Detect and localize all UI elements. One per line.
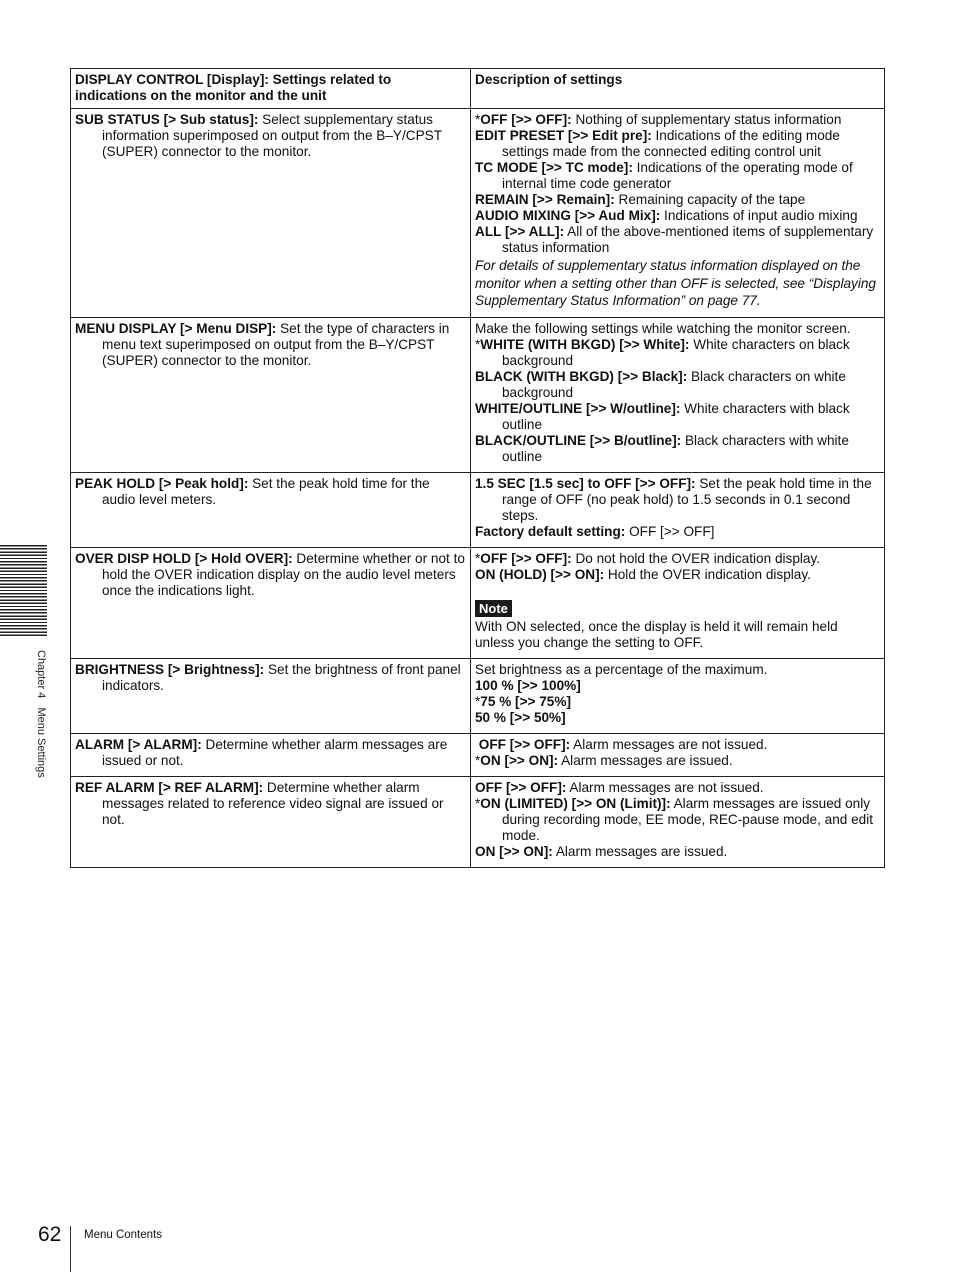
table-row [71,776,885,867]
table-row [71,317,885,472]
page-number: 62 [38,1223,62,1246]
note-badge: Note [475,600,512,617]
option-line: TC MODE [>> TC mode]: Indications of the operating mode of internal time code generator [475,160,853,191]
item-description: ALARM [> ALARM]: Determine whether alarm messages are issued or not. [75,736,448,768]
header-display-control: DISPLAY CONTROL [Display]: Settings related to indications on the monitor and the unit [71,69,471,109]
item-cell [71,547,471,658]
option-line: 1.5 SEC [1.5 sec] to OFF [>> OFF]: Set the peak hold time in the range of OFF (no peak hold) to 1.5 seconds in 0.1 second steps. [475,475,872,523]
item-cell [71,733,471,776]
item-cell [71,776,471,867]
header-description: Description of settings [471,69,885,109]
option-line: *ON (LIMITED) [>> ON (Limit)]: Alarm messages are issued only during recording mode, EE mode, REC-pause mode, and edit mode. [475,795,874,843]
description-cell [471,317,885,472]
footer-divider [70,1226,71,1272]
settings-table [70,68,885,868]
option-line: 50 % [>> 50%] [475,709,566,725]
option-line: *75 % [>> 75%] [475,693,571,709]
description-cell [471,472,885,547]
table-row [71,472,885,547]
footer-section-title: Menu Contents [84,1229,162,1241]
option-line: WHITE/OUTLINE [>> W/outline]: White characters with black outline [475,400,850,432]
option-line: ALL [>> ALL]: All of the above-mentioned items of supplementary status information [475,224,874,255]
description-cell [471,547,885,658]
description-cell [471,776,885,867]
option-line: ON (HOLD) [>> ON]: Hold the OVER indication display. [475,566,811,582]
option-line: *OFF [>> OFF]: Do not hold the OVER indication display. [475,550,821,566]
item-cell [71,472,471,547]
description-cell [471,109,885,318]
intro-text: Make the following settings while watching the monitor screen. [475,320,851,336]
option-line: AUDIO MIXING [>> Aud Mix]: Indications of input audio mixing [475,208,858,223]
option-line: *OFF [>> OFF]: Nothing of supplementary status information [475,112,842,127]
item-description: MENU DISPLAY [> Menu DISP]: Set the type of characters in menu text superimposed on output from the B–Y/CPST (SUPER) connector to the monitor. [75,320,450,368]
item-description: REF ALARM [> REF ALARM]: Determine whether alarm messages related to reference video signal are issued or not. [75,779,444,827]
item-cell [71,658,471,733]
option-line: REMAIN [>> Remain]: Remaining capacity of the tape [475,192,806,207]
option-line: BLACK (WITH BKGD) [>> Black]: Black characters on white background [475,368,846,400]
item-cell [71,317,471,472]
option-line: *WHITE (WITH BKGD) [>> White]: White characters on black background [475,336,850,368]
option-line: ON [>> ON]: Alarm messages are issued. [475,843,728,859]
option-line: BLACK/OUTLINE [>> B/outline]: Black characters with white outline [475,432,849,464]
chapter-thumb-tab [0,545,47,638]
chapter-side-label: Chapter 4 Menu Settings [35,650,47,778]
intro-text: Set brightness as a percentage of the maximum. [475,661,768,677]
item-description: SUB STATUS [> Sub status]: Select supplementary status information superimposed on output from the B–Y/CPST (SUPER) connector to the monitor. [75,112,442,159]
table-row [71,547,885,658]
option-line: 100 % [>> 100%] [475,677,581,693]
table-header-row [71,69,885,109]
table-row [71,733,885,776]
item-description: BRIGHTNESS [> Brightness]: Set the brightness of front panel indicators. [75,661,461,693]
option-line: Factory default setting: OFF [>> OFF] [475,523,715,539]
option-line: OFF [>> OFF]: Alarm messages are not issued. [478,736,768,752]
description-cell [471,658,885,733]
note-text: With ON selected, once the display is held it will remain held unless you change the setting to OFF. [475,618,838,650]
item-description: PEAK HOLD [> Peak hold]: Set the peak hold time for the audio level meters. [75,475,430,507]
table-row [71,658,885,733]
description-cell [471,733,885,776]
option-line: EDIT PRESET [>> Edit pre]: Indications of the editing mode settings made from the connected editing control unit [475,128,840,159]
item-cell [71,109,471,318]
table-row [71,109,885,318]
option-line: OFF [>> OFF]: Alarm messages are not issued. [475,779,764,795]
option-line: *ON [>> ON]: Alarm messages are issued. [475,752,733,768]
italic-note: For details of supplementary status information displayed on the monitor when a setting other than OFF is selected, see “Displaying Supplementary Status Information” on page 77. [475,258,876,308]
item-description: OVER DISP HOLD [> Hold OVER]: Determine whether or not to hold the OVER indication display on the audio level meters once the indications light. [75,550,465,598]
